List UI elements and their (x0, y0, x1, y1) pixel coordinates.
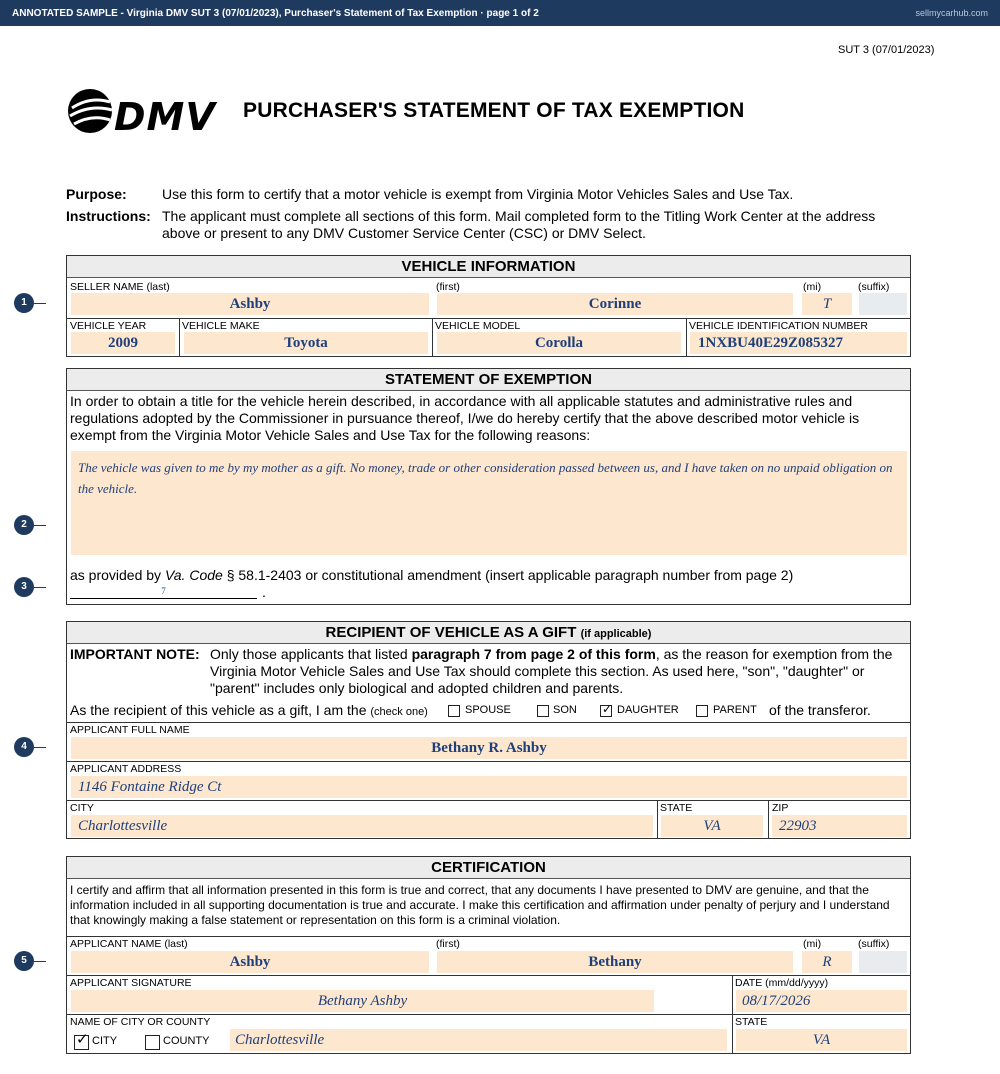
annotation-marker-4: 4 (14, 737, 34, 757)
annotation-marker-5: 5 (14, 951, 34, 971)
instructions-label: Instructions: (66, 208, 151, 224)
son-label: SON (553, 704, 577, 716)
applicant-first-value: Bethany (588, 954, 642, 970)
purpose-text: Use this form to certify that a motor vehicle is exempt from Virginia Motor Vehicles Sales and Use Tax. (162, 186, 794, 202)
seller-suffix-label: (suffix) (858, 281, 890, 293)
applicant-suffix-field[interactable] (859, 951, 907, 973)
seller-suffix-field[interactable] (859, 293, 907, 315)
applicant-first-label: (first) (436, 938, 460, 950)
state-value: VA (703, 818, 721, 834)
signature-value: Bethany Ashby (317, 993, 408, 1009)
city-option-label: CITY (92, 1035, 118, 1047)
annotation-marker-2: 2 (14, 515, 34, 535)
state-label: STATE (660, 802, 693, 814)
site-name: sellmycarhub.com (915, 8, 988, 18)
divider (432, 318, 433, 357)
spouse-checkbox[interactable] (448, 705, 460, 717)
annotation-bar (0, 0, 1000, 26)
county-checkbox[interactable] (145, 1035, 160, 1050)
zip-label: ZIP (772, 802, 789, 814)
vehicle-year-value: 2009 (108, 335, 138, 351)
divider (67, 1014, 910, 1015)
applicant-last-label: APPLICANT NAME (last) (70, 938, 188, 950)
form-number: SUT 3 (07/01/2023) (838, 44, 935, 56)
date-value: 08/17/2026 (742, 993, 811, 1009)
city-checkbox[interactable] (74, 1031, 89, 1050)
vehicle-make-label: VEHICLE MAKE (182, 320, 260, 332)
logo-text: DMV (114, 95, 216, 136)
parent-label: PARENT (713, 704, 757, 716)
applicant-mi-label: (mi) (803, 938, 822, 950)
divider (67, 975, 910, 976)
vehicle-model-value: Corolla (534, 335, 584, 351)
statement-of-exemption-section (66, 368, 911, 605)
vin-value: 1NXBU40E29Z085327 (698, 335, 844, 351)
check-mark-icon: ✓ (602, 702, 613, 716)
divider (67, 800, 910, 801)
applicant-suffix-label: (suffix) (858, 938, 890, 950)
applicant-mi-value: R (822, 954, 832, 970)
seller-mi-value: T (822, 296, 832, 312)
annotation-title: ANNOTATED SAMPLE - Virginia DMV SUT 3 (07/01/2023), Purchaser's Statement of Tax Exemption · page 1 of 2 (12, 7, 539, 19)
check-mark-icon: ✓ (76, 1031, 89, 1048)
signature-label: APPLICANT SIGNATURE (70, 977, 192, 989)
cert-state-value: VA (812, 1032, 831, 1048)
paragraph-number-value[interactable]: 7 (161, 586, 166, 596)
daughter-checkbox[interactable] (600, 702, 613, 717)
exemption-reason-value: The vehicle was given to me by my mother as a gift. No money, trade or other consideration passed between us, and I have taken on no unpaid obligation on the vehicle. (78, 460, 893, 496)
seller-first-label: (first) (436, 281, 460, 293)
vehicle-year-label: VEHICLE YEAR (70, 320, 147, 332)
applicant-address-value: 1146 Fontaine Ridge Ct (78, 779, 222, 795)
son-checkbox[interactable] (537, 705, 549, 717)
important-note-label: IMPORTANT NOTE: (70, 646, 200, 662)
seller-last-value: Ashby (229, 296, 271, 312)
city-value: Charlottesville (78, 818, 168, 834)
parent-checkbox[interactable] (696, 705, 708, 717)
marker-line (34, 961, 46, 962)
provided-by-text: as provided by Va. Code § 58.1-2403 or constitutional amendment (insert applicable paragraph number from page 2) (70, 567, 794, 583)
marker-line (34, 587, 46, 588)
city-county-label: NAME OF CITY OR COUNTY (70, 1016, 211, 1028)
purpose-label: Purpose: (66, 186, 127, 202)
marker-line (34, 747, 46, 748)
city-label: CITY (70, 802, 94, 814)
daughter-label: DAUGHTER (617, 704, 679, 716)
dmv-logo (66, 88, 228, 136)
divider (768, 800, 769, 839)
applicant-full-name-label: APPLICANT FULL NAME (70, 724, 190, 736)
annotation-marker-1: 1 (14, 293, 34, 313)
marker-line (34, 303, 46, 304)
divider (686, 318, 687, 357)
applicant-full-name-value: Bethany R. Ashby (431, 740, 547, 756)
form-title: PURCHASER'S STATEMENT OF TAX EXEMPTION (243, 99, 745, 122)
certification-section (66, 856, 911, 1054)
exemption-intro: In order to obtain a title for the vehicle herein described, in accordance with all applicable statutes and administrative rules and regulations adopted by the Commissioner in pursuance thereof, I/we do hereby certify that the above described motor vehicle is exempt from the Virginia Motor Vehicle Sales and Use Tax for the following reasons: (70, 393, 860, 443)
vehicle-make-value: Toyota (284, 335, 328, 351)
instructions-text: The applicant must complete all sections of this form. Mail completed form to the Titling Work Center at the address above or present to any DMV Customer Service Center (CSC) or DMV Select. (162, 208, 876, 241)
county-option-label: COUNTY (163, 1035, 210, 1047)
seller-last-label: SELLER NAME (last) (70, 281, 170, 293)
annotation-marker-3: 3 (14, 577, 34, 597)
period: . (262, 584, 266, 600)
divider (67, 722, 910, 723)
spouse-label: SPOUSE (465, 704, 511, 716)
vehicle-information-heading: VEHICLE INFORMATION (67, 256, 910, 278)
recipient-section (66, 621, 911, 839)
seller-mi-label: (mi) (803, 281, 822, 293)
applicant-address-label: APPLICANT ADDRESS (70, 763, 182, 775)
important-note-text: Only those applicants that listed paragraph 7 from page 2 of this form, as the reason for exemption from the Virginia Motor Vehicle Sales and Use Tax should complete this section. As used here, "son", "daughter" or "parent" includes only biological and adopted children and parents. (210, 646, 893, 696)
zip-value: 22903 (779, 818, 817, 834)
vehicle-model-label: VEHICLE MODEL (435, 320, 521, 332)
divider (67, 936, 910, 937)
date-label: DATE (mm/dd/yyyy) (735, 977, 829, 989)
vehicle-information-section (66, 255, 911, 357)
marker-line (34, 525, 46, 526)
divider (67, 761, 910, 762)
recipient-heading: RECIPIENT OF VEHICLE AS A GIFT (if applicable) (67, 622, 910, 644)
divider (657, 800, 658, 839)
relation-suffix: of the transferor. (769, 702, 871, 718)
applicant-last-value: Ashby (229, 954, 271, 970)
city-county-value: Charlottesville (235, 1032, 325, 1048)
relation-prompt: As the recipient of this vehicle as a gift, I am the (check one) (70, 702, 428, 718)
certification-heading: CERTIFICATION (67, 857, 910, 879)
certification-text: I certify and affirm that all information presented in this form is true and correct, that any documents I have presented to DMV are genuine, and that the information included in all supporting documentation is true and accurate. I make this certification and affirmation under penalty of perjury and I understand that knowingly making a false statement or representation on this form is a criminal violation. (70, 883, 890, 927)
seller-first-value: Corinne (588, 296, 642, 312)
cert-state-label: STATE (735, 1016, 768, 1028)
vin-label: VEHICLE IDENTIFICATION NUMBER (689, 320, 868, 332)
paragraph-number-line (70, 598, 257, 599)
divider (179, 318, 180, 357)
statement-heading: STATEMENT OF EXEMPTION (67, 369, 910, 391)
divider (67, 318, 910, 319)
